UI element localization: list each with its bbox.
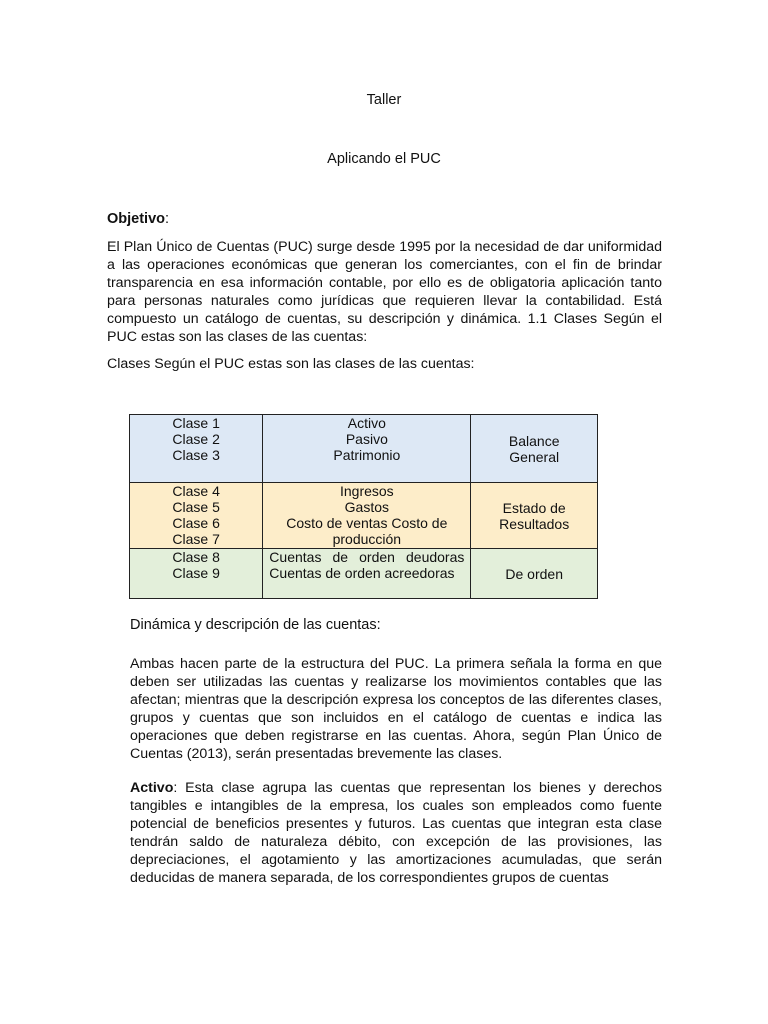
group-label: Resultados bbox=[499, 515, 570, 532]
objective-paragraph: El Plan Único de Cuentas (PUC) surge desde 1995 por la necesidad de dar uniformidad a las operaciones económicas que generan los comerciantes, con el fin de brindar transparencia en esa información contable, por ello es de obligatoria aplicación tanto para personas naturales como jurídicas que requieren llevar la contabilidad. Está compuesto un catálogo de cuentas, su descripción y dinámica. 1.1 Clases Según el PUC estas son las clases de las cuentas: bbox=[107, 239, 662, 345]
document-title: Taller bbox=[366, 92, 402, 108]
class-label: Clase 6 bbox=[172, 515, 220, 531]
table-row-orden bbox=[130, 549, 598, 599]
account-label: Gastos bbox=[344, 499, 390, 515]
account-label: producción bbox=[332, 531, 402, 547]
balance-group-cell bbox=[471, 415, 598, 483]
results-classes-cell bbox=[130, 483, 263, 549]
class-label: Clase 3 bbox=[172, 447, 220, 463]
account-label: Patrimonio bbox=[333, 447, 401, 463]
classes-intro-paragraph: Clases Según el PUC estas son las clases de las cuentas: bbox=[107, 356, 475, 372]
account-label: Activo bbox=[347, 415, 386, 431]
account-label: Cuentas de orden acreedoras bbox=[269, 565, 455, 581]
group-label: General bbox=[509, 448, 560, 465]
table-row-balance bbox=[130, 415, 598, 483]
group-label: Balance bbox=[508, 432, 560, 449]
class-label: Clase 1 bbox=[172, 415, 220, 431]
orden-group-cell bbox=[471, 549, 598, 599]
orden-classes-cell bbox=[130, 549, 263, 599]
group-label: De orden bbox=[505, 565, 563, 582]
dynamic-paragraph: Ambas hacen parte de la estructura del PUC. La primera señala la forma en que deben ser utilizadas las cuentas y realizarse los movimientos contables que las afectan; mientras que la descripción expresa los conceptos de las diferentes clases, grupos y cuentas que son incluidos en el catálogo de cuentas e indica las operaciones que deben registrarse en las cuentas. Ahora, según Plan Único de Cuentas (2013), serán presentadas brevemente las clases. bbox=[130, 656, 662, 762]
dynamic-heading: Dinámica y descripción de las cuentas: bbox=[130, 617, 381, 633]
class-label: Clase 5 bbox=[172, 499, 220, 515]
class-label: Clase 2 bbox=[172, 431, 220, 447]
account-label: Cuentas de orden deudoras bbox=[269, 549, 465, 565]
class-label: Clase 4 bbox=[172, 483, 220, 499]
account-label: Pasivo bbox=[345, 431, 388, 447]
group-label: Estado de bbox=[502, 499, 566, 516]
account-label: Ingresos bbox=[339, 483, 394, 499]
orden-accounts-cell bbox=[263, 549, 471, 599]
balance-classes-cell bbox=[130, 415, 263, 483]
account-label: Costo de ventas Costo de bbox=[286, 515, 448, 531]
objective-colon: : bbox=[165, 211, 170, 227]
puc-classes-table bbox=[129, 414, 598, 599]
objective-heading bbox=[107, 210, 169, 228]
table-row-results bbox=[130, 483, 598, 549]
activo-label: Activo bbox=[130, 780, 174, 796]
activo-description: : Esta clase agrupa las cuentas que representan los bienes y derechos tangibles e intangibles de la empresa, los cuales son empleados como fuente potencial de beneficios presentes y futuros. Las cuentas que integran esta clase tendrán saldo de naturaleza débito, con excepción de las provisiones, las depreciaciones, el agotamiento y las amortizaciones acumuladas, que serán deducidas de manera separada, de los correspondientes grupos de cuentas bbox=[130, 780, 662, 886]
activo-paragraph bbox=[130, 779, 662, 887]
results-group-cell bbox=[471, 483, 598, 549]
class-label: Clase 7 bbox=[172, 531, 220, 547]
results-accounts-cell bbox=[263, 483, 471, 549]
balance-accounts-cell bbox=[263, 415, 471, 483]
class-label: Clase 9 bbox=[172, 565, 220, 581]
class-label: Clase 8 bbox=[172, 549, 220, 565]
objective-label: Objetivo bbox=[107, 211, 166, 227]
document-subtitle: Aplicando el PUC bbox=[327, 151, 441, 167]
